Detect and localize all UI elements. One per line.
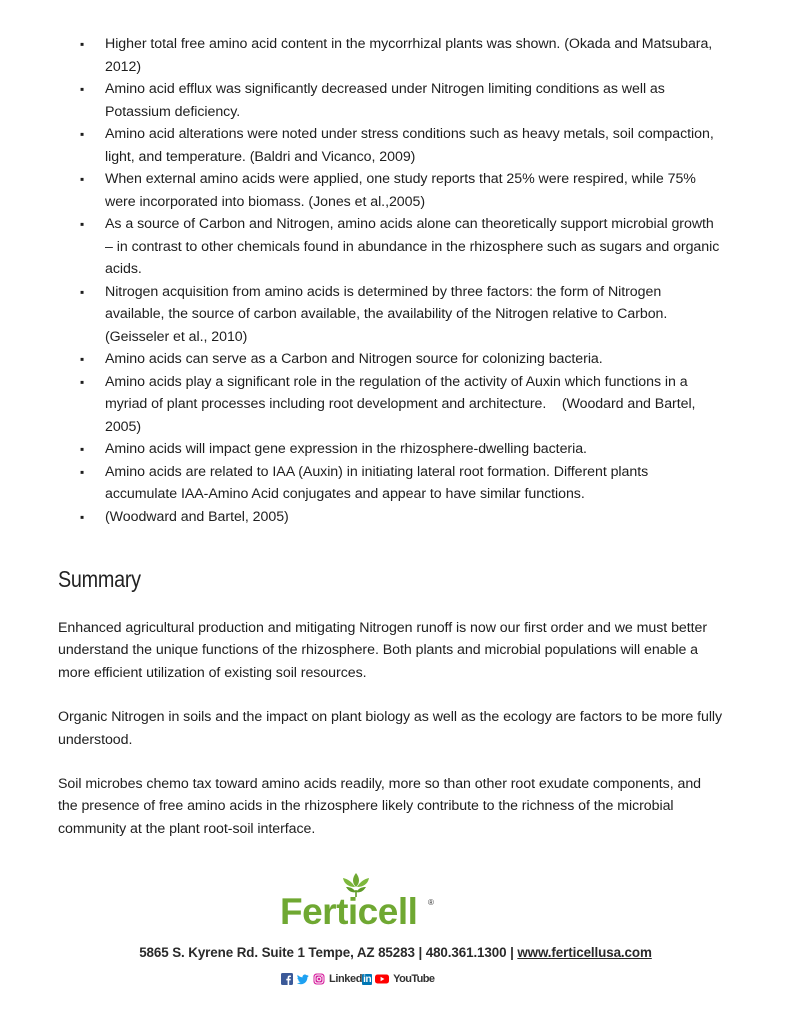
list-item: ▪ Amino acids will impact gene expression in the rhizosphere-dwelling bacteria. [0, 438, 791, 461]
bullet-marker: ▪ [80, 284, 85, 299]
address: 5865 S. Kyrene Rd. Suite 1 Tempe, AZ 85283 [139, 945, 415, 960]
social-links [281, 971, 435, 987]
website-link[interactable]: www.ferticellusa.com [517, 945, 652, 960]
bullet-marker: ▪ [80, 352, 85, 366]
summary-heading: Summary [58, 566, 141, 592]
list-item: ▪ Amino acids play a significant role in the regulation of the activity of Auxin which functions in a myriad of plant processes including root development and architecture. (Woodard and Bartel, 2005) [0, 371, 791, 439]
youtube-icon[interactable] [375, 973, 389, 985]
bullet-marker: ▪ [80, 217, 85, 231]
youtube-label[interactable]: YouTube [393, 973, 435, 985]
list-item: ▪ As a source of Carbon and Nitrogen, amino acids alone can theoretically support microbial growth – in contrast to other chemicals found in abundance in the rhizosphere such as sugars and organic acids. [0, 213, 791, 281]
registered-mark: ® [428, 898, 434, 907]
list-item: ▪ Amino acids can serve as a Carbon and Nitrogen source for colonizing bacteria. [0, 348, 791, 371]
list-item: ▪ Amino acids are related to IAA (Auxin) in initiating lateral root formation. Different plants accumulate IAA-Amino Acid conjugates and appear to have similar functions. [0, 461, 791, 506]
list-item: ▪ (Woodward and Bartel, 2005) [0, 506, 791, 529]
linkedin-icon: in [363, 974, 372, 985]
phone: 480.361.1300 [425, 945, 507, 960]
facebook-icon[interactable] [281, 973, 293, 985]
separator: | [510, 945, 514, 960]
summary-paragraph: Organic Nitrogen in soils and the impact on plant biology as well as the ecology are factors to be more fully understood. [58, 709, 723, 748]
summary-body [58, 617, 723, 862]
bullet-marker: ▪ [80, 172, 85, 186]
footer-contact [0, 945, 791, 960]
instagram-icon[interactable] [313, 973, 325, 985]
summary-paragraph: Enhanced agricultural production and mitigating Nitrogen runoff is now our first order and we must better understand the unique functions of the rhizosphere. Both plants and microbial populations will enable a more efficient utilization of existing soil resources. [58, 620, 708, 681]
list-item: ▪ When external amino acids were applied, one study reports that 25% were respired, while 75% were incorporated into biomass. (Jones et al.,2005) [0, 168, 791, 213]
linkedin-label: Linked [329, 973, 363, 985]
twitter-icon[interactable] [297, 973, 309, 985]
ferticell-logo [280, 872, 440, 934]
list-item: ▪ Amino acid alterations were noted under stress conditions such as heavy metals, soil compaction, light, and temperature. (Baldri and Vicanco, 2009) [0, 123, 791, 168]
separator: | [418, 945, 423, 960]
bullet-marker: ▪ [80, 37, 85, 51]
bullet-marker: ▪ [80, 442, 85, 456]
bullet-marker: ▪ [80, 374, 85, 389]
bullet-marker: ▪ [80, 464, 85, 479]
list-item: ▪ Nitrogen acquisition from amino acids is determined by three factors: the form of Nitrogen available, the source of carbon available, the availability of the Nitrogen relative to Carbon. (Geisseler et al., 2010) [0, 281, 791, 349]
bullet-marker: ▪ [80, 82, 85, 96]
list-item: ▪ Amino acid efflux was significantly decreased under Nitrogen limiting conditions as well as Potassium deficiency. [0, 78, 791, 123]
findings-bullet-list [0, 33, 791, 528]
linkedin-link[interactable] [329, 973, 372, 985]
logo-wordmark: Ferticell [280, 891, 418, 932]
bullet-marker: ▪ [80, 509, 85, 524]
list-item: ▪ Higher total free amino acid content in the mycorrhizal plants was shown. (Okada and Matsubara, 2012) [0, 33, 791, 78]
summary-paragraph: Soil microbes chemo tax toward amino acids readily, more so than other root exudate components, and the presence of free amino acids in the rhizosphere likely contribute to the richness of the microbial community at the plant root-soil interface. [58, 776, 702, 837]
bullet-marker: ▪ [80, 127, 85, 141]
